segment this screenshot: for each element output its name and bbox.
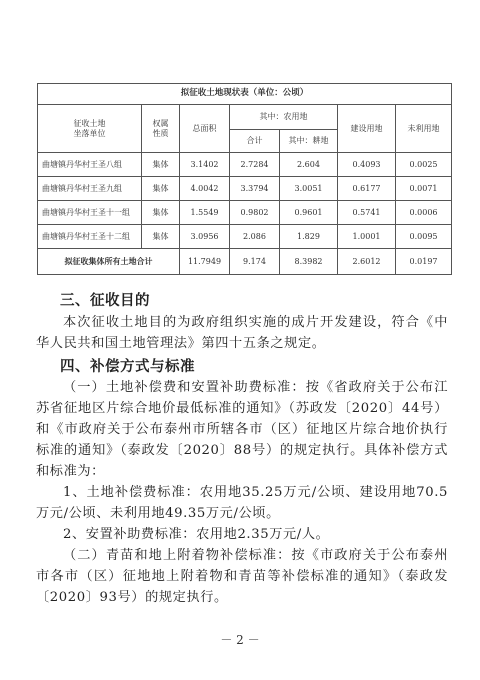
header-farmland-group: 其中：农用地 <box>230 105 338 130</box>
cell-total: 4.0042 <box>180 177 230 201</box>
total-area: 11.7949 <box>180 249 230 275</box>
cell-farmland: 2.086 <box>230 225 280 249</box>
cell-location: 曲塘镇丹华村王圣十二组 <box>38 225 142 249</box>
cell-location: 曲塘镇丹华村王圣九组 <box>38 177 142 201</box>
cell-ownership: 集体 <box>142 225 180 249</box>
cell-cultivated: 0.9601 <box>280 201 338 225</box>
table-row <box>38 201 452 225</box>
table-row <box>38 225 452 249</box>
cell-cultivated: 3.0051 <box>280 177 338 201</box>
cell-ownership: 集体 <box>142 177 180 201</box>
header-ownership <box>142 105 180 153</box>
page-number: － 2 － <box>220 633 260 647</box>
header-location <box>38 105 142 153</box>
header-construction: 建设用地 <box>338 105 396 153</box>
cell-construction: 0.4093 <box>338 153 396 177</box>
total-label: 拟征收集体所有土地合计 <box>38 249 180 275</box>
section-heading-compensation: 四、补偿方式与标准 <box>60 358 195 375</box>
cell-total: 3.0956 <box>180 225 230 249</box>
header-cultivated: 其中：耕地 <box>280 130 338 153</box>
cell-unused: 0.0006 <box>396 201 452 225</box>
cell-total: 3.1402 <box>180 153 230 177</box>
cell-construction: 0.5741 <box>338 201 396 225</box>
cell-farmland: 2.7284 <box>230 153 280 177</box>
header-location-text: 征收土地 坐落单位 <box>73 119 106 138</box>
cell-cultivated: 2.604 <box>280 153 338 177</box>
cell-farmland: 3.3794 <box>230 177 280 201</box>
cell-unused: 0.0095 <box>396 225 452 249</box>
resettlement-subsidy-standard: 2、安置补助费标准：农用地2.35万元/人。 <box>63 527 330 542</box>
header-farmland-subtotal: 合计 <box>230 130 280 153</box>
cell-unused: 0.0071 <box>396 177 452 201</box>
header-ownership-text: 权属 性质 <box>152 119 169 138</box>
cell-location: 曲塘镇丹华村王圣十一组 <box>38 201 142 225</box>
cell-ownership: 集体 <box>142 153 180 177</box>
total-cultivated: 8.3982 <box>280 249 338 275</box>
total-unused: 0.0197 <box>396 249 452 275</box>
crops-attachments-paragraph: （二）青苗和地上附着物补偿标准：按《市政府关于公布泰州市各市（区）征地地上附着物和青苗等补偿标准的通知》（泰政发〔2020〕93号）的规定执行。 <box>36 548 448 605</box>
header-unused: 未利用地 <box>396 105 452 153</box>
cell-cultivated: 1.829 <box>280 225 338 249</box>
total-farmland: 9.174 <box>230 249 280 275</box>
cell-total: 1.5549 <box>180 201 230 225</box>
section-heading-purpose: 三、征收目的 <box>60 292 150 309</box>
table-row <box>38 177 452 201</box>
header-total: 总面积 <box>180 105 230 153</box>
cell-ownership: 集体 <box>142 201 180 225</box>
land-compensation-standard: 1、土地补偿费标准：农用地35.25万元/公顷、建设用地70.5万元/公顷、未利用地49.35万元/公顷。 <box>36 485 448 521</box>
table-row <box>38 153 452 177</box>
cell-unused: 0.0025 <box>396 153 452 177</box>
compensation-paragraph-1: （一）土地补偿费和安置补助费标准：按《省政府关于公布江苏省征地区片综合地价最低标准的通知》（苏政发〔2020〕44号）和《市政府关于公布泰州市所辖各市（区）征地区片综合地价执行标准的通知》（泰政发〔2020〕88号）的规定执行。具体补偿方式和标准为： <box>36 380 448 479</box>
land-status-table <box>37 83 452 275</box>
purpose-paragraph: 本次征收土地目的为政府组织实施的成片开发建设，符合《中华人民共和国土地管理法》第四十五条之规定。 <box>36 315 448 351</box>
cell-farmland: 0.9802 <box>230 201 280 225</box>
table-total-row <box>38 249 452 275</box>
total-construction: 2.6012 <box>338 249 396 275</box>
cell-construction: 0.6177 <box>338 177 396 201</box>
cell-construction: 1.0001 <box>338 225 396 249</box>
table-caption: 拟征收土地现状表（单位：公顷） <box>38 84 452 105</box>
cell-location: 曲塘镇丹华村王圣八组 <box>38 153 142 177</box>
